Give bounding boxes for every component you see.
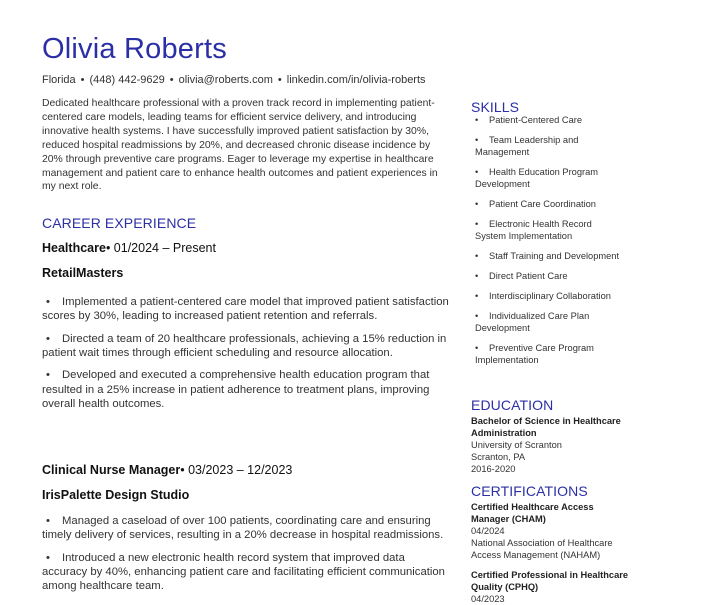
experience-section-title: CAREER EXPERIENCE [42, 215, 197, 231]
list-item: • Electronic Health Record System Implementation [475, 219, 592, 241]
certifications-section-title: CERTIFICATIONS [471, 483, 588, 499]
list-item: • Managed a caseload of over 100 patients, coordinating care and ensuring timely delivery of services, resulting in a 20% decrease in hospital readmissions. [42, 515, 444, 542]
list-item: • Developed and executed a comprehensive health education program that resulted in a 25% increase in patient adherence to treatment plans, improving overall health outcomes. [42, 369, 430, 411]
bullet-icon: • [475, 291, 479, 301]
job-role: Healthcare [42, 241, 106, 255]
certification-issuer: National Association of Healthcare Access Management (NAHAM) [471, 538, 613, 560]
job-dates: • 01/2024 – Present [105, 241, 216, 255]
contact-phone: (448) 442-9629 [89, 74, 165, 86]
education-location: Scranton, PA [471, 452, 526, 462]
list-item: • Interdisciplinary Collaboration [475, 291, 611, 301]
bullet-icon: • [475, 219, 479, 229]
job-bullets-2 [42, 514, 450, 602]
contact-linkedin[interactable]: linkedin.com/in/olivia-roberts [286, 74, 426, 86]
list-item: • Introduced a new electronic health record system that improved data accuracy by 40%, enhancing patient care and facilitating efficient communication among healthcare team. [42, 551, 445, 593]
bullet-icon: • [46, 551, 50, 564]
education-years: 2016-2020 [471, 464, 516, 474]
contact-separator: • [277, 74, 282, 86]
job-dates: • 03/2023 – 12/2023 [180, 463, 293, 477]
education-degree: Bachelor of Science in Healthcare Administration [471, 416, 621, 438]
job-title-2 [42, 463, 292, 477]
job-company-2: IrisPalette Design Studio [42, 488, 190, 502]
certification-date: 04/2023 [471, 594, 505, 604]
summary-paragraph: Dedicated healthcare professional with a proven track record in implementing patient-centered care models, leading teams for efficient service delivery, and introducing innovative health systems. I have successfully improved patient satisfaction by 30%, reduced hospital readmissions by 20%, and decreased chronic disease incidence by 20% through preventive care programs. Eager to leverage my expertise in healthcare management and patient care to enhance health outcomes and patient experiences in my next role. [42, 98, 438, 193]
bullet-icon: • [475, 167, 479, 177]
bullet-icon: • [475, 343, 479, 353]
certification-entry [471, 501, 631, 561]
bullet-icon: • [46, 296, 50, 308]
contact-line [42, 74, 426, 86]
bullet-icon: • [475, 311, 479, 321]
list-item: • Patient Care Coordination [475, 199, 596, 209]
list-item: • Implemented a patient-centered care model that improved patient satisfaction scores by 30%, leading to increased patient retention and referrals. [42, 296, 449, 323]
list-item: • Directed a team of 20 healthcare professionals, achieving a 15% reduction in patient wait times through efficient scheduling and resource allocation. [42, 332, 447, 360]
list-item: • Health Education Program Development [475, 167, 599, 189]
certification-name: Certified Professional in Healthcare Quality (CPHQ) [471, 570, 629, 592]
list-item: • Patient-Centered Care [475, 115, 583, 125]
education-school: University of Scranton [471, 440, 562, 450]
skills-section-title: SKILLS [471, 99, 520, 115]
contact-separator: • [169, 74, 174, 86]
bullet-icon: • [475, 115, 479, 125]
contact-separator: • [80, 74, 85, 86]
bullet-icon: • [475, 199, 479, 209]
education-section-title: EDUCATION [471, 397, 554, 413]
bullet-icon: • [46, 515, 50, 527]
bullet-icon: • [475, 135, 479, 145]
certification-name: Certified Healthcare Access Manager (CHAM) [471, 502, 594, 524]
list-item: • Direct Patient Care [475, 271, 568, 281]
education-entry [471, 415, 631, 475]
contact-email[interactable]: olivia@roberts.com [178, 74, 273, 86]
certification-date: 04/2024 [471, 526, 505, 536]
contact-location: Florida [42, 74, 76, 86]
bullet-icon: • [475, 271, 479, 281]
job-title-1 [42, 241, 216, 255]
list-item: • Individualized Care Plan Development [475, 311, 590, 333]
bullet-icon: • [46, 332, 50, 345]
job-role: Clinical Nurse Manager [42, 463, 181, 477]
list-item: • Staff Training and Development [475, 251, 620, 261]
job-company-1: RetailMasters [42, 266, 124, 280]
bullet-icon: • [475, 251, 479, 261]
certification-entry [471, 569, 631, 605]
job-bullets-1 [42, 295, 450, 419]
resume-name: Olivia Roberts [42, 33, 227, 65]
list-item: • Team Leadership and Management [475, 135, 579, 157]
list-item: • Preventive Care Program Implementation [475, 343, 594, 365]
skills-list [475, 114, 625, 374]
bullet-icon: • [46, 369, 50, 382]
